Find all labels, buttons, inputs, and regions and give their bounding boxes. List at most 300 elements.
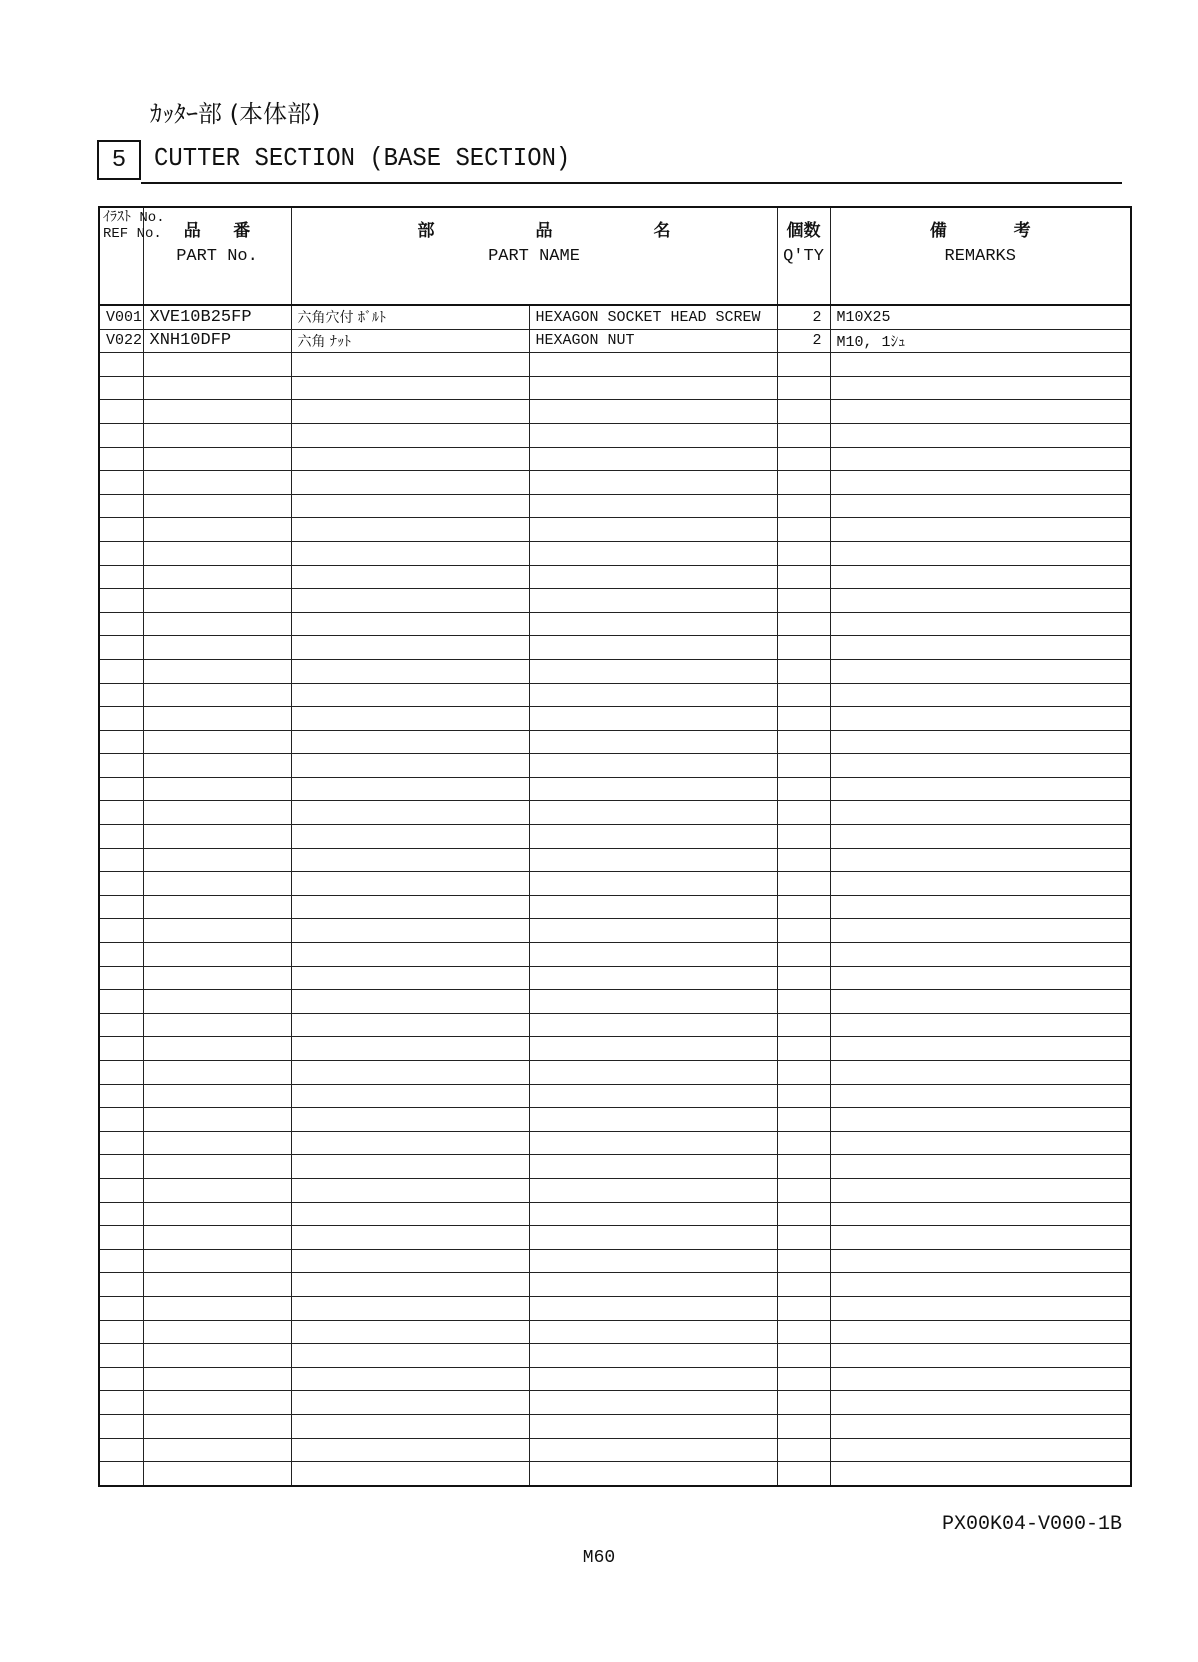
cell-remarks-empty bbox=[830, 1344, 1131, 1368]
cell-name-en-empty bbox=[529, 966, 777, 990]
cell-name-en-empty bbox=[529, 471, 777, 495]
cell-ref-empty bbox=[99, 612, 143, 636]
header-qty bbox=[777, 207, 830, 305]
empty-table-row bbox=[99, 659, 1131, 683]
cell-qty-empty bbox=[777, 612, 830, 636]
cell-name-jp-empty bbox=[291, 754, 529, 778]
cell-ref-empty bbox=[99, 518, 143, 542]
cell-name-jp-empty bbox=[291, 376, 529, 400]
empty-table-row bbox=[99, 1320, 1131, 1344]
cell-remarks-empty bbox=[830, 943, 1131, 967]
cell-remarks-empty bbox=[830, 1367, 1131, 1391]
header-ref bbox=[99, 207, 165, 305]
cell-remarks-empty bbox=[830, 1013, 1131, 1037]
cell-part-no-empty bbox=[143, 565, 291, 589]
cell-part-no-empty bbox=[143, 1013, 291, 1037]
cell-name-jp: 六角穴付 ﾎﾞﾙﾄ bbox=[291, 305, 529, 329]
cell-name-jp-empty bbox=[291, 636, 529, 660]
cell-ref-empty bbox=[99, 943, 143, 967]
cell-remarks-empty bbox=[830, 447, 1131, 471]
cell-part-no-empty bbox=[143, 1273, 291, 1297]
cell-part-no-empty bbox=[143, 518, 291, 542]
cell-remarks: M10, 1ｼｭ bbox=[830, 329, 1131, 353]
cell-part-no-empty bbox=[143, 683, 291, 707]
cell-name-jp-empty bbox=[291, 589, 529, 613]
cell-qty-empty bbox=[777, 848, 830, 872]
cell-name-jp-empty bbox=[291, 1391, 529, 1415]
cell-remarks-empty bbox=[830, 801, 1131, 825]
cell-qty-empty bbox=[777, 801, 830, 825]
cell-name-jp-empty bbox=[291, 447, 529, 471]
cell-remarks-empty bbox=[830, 494, 1131, 518]
page-number: M60 bbox=[582, 1548, 616, 1568]
empty-table-row bbox=[99, 1367, 1131, 1391]
cell-part-no-empty bbox=[143, 777, 291, 801]
cell-name-jp-empty bbox=[291, 825, 529, 849]
cell-name-jp-empty bbox=[291, 1226, 529, 1250]
cell-qty-empty bbox=[777, 1131, 830, 1155]
cell-name-jp-empty bbox=[291, 801, 529, 825]
cell-remarks-empty bbox=[830, 990, 1131, 1014]
cell-remarks-empty bbox=[830, 1462, 1131, 1486]
cell-name-jp-empty bbox=[291, 683, 529, 707]
cell-qty-empty bbox=[777, 1226, 830, 1250]
cell-ref-empty bbox=[99, 848, 143, 872]
cell-part-no-empty bbox=[143, 707, 291, 731]
cell-name-en-empty bbox=[529, 447, 777, 471]
empty-table-row bbox=[99, 589, 1131, 613]
cell-name-jp-empty bbox=[291, 1438, 529, 1462]
cell-name-jp-empty bbox=[291, 990, 529, 1014]
empty-table-row bbox=[99, 943, 1131, 967]
cell-remarks-empty bbox=[830, 683, 1131, 707]
cell-remarks-empty bbox=[830, 423, 1131, 447]
cell-name-jp-empty bbox=[291, 1061, 529, 1085]
cell-remarks-empty bbox=[830, 919, 1131, 943]
cell-name-en-empty bbox=[529, 494, 777, 518]
cell-name-jp-empty bbox=[291, 1155, 529, 1179]
cell-qty-empty bbox=[777, 825, 830, 849]
cell-name-jp-empty bbox=[291, 848, 529, 872]
cell-ref-empty bbox=[99, 990, 143, 1014]
cell-ref-empty bbox=[99, 1013, 143, 1037]
empty-table-row bbox=[99, 1462, 1131, 1486]
cell-ref-empty bbox=[99, 565, 143, 589]
empty-table-row bbox=[99, 1296, 1131, 1320]
cell-remarks-empty bbox=[830, 1202, 1131, 1226]
cell-ref-empty bbox=[99, 1273, 143, 1297]
cell-name-en-empty bbox=[529, 353, 777, 377]
cell-part-no-empty bbox=[143, 589, 291, 613]
cell-name-en-empty bbox=[529, 659, 777, 683]
cell-qty-empty bbox=[777, 1414, 830, 1438]
cell-part-no-empty bbox=[143, 730, 291, 754]
cell-name-jp-empty bbox=[291, 943, 529, 967]
cell-name-en-empty bbox=[529, 801, 777, 825]
cell-remarks-empty bbox=[830, 1108, 1131, 1132]
cell-ref: V001 bbox=[99, 305, 143, 329]
cell-ref-empty bbox=[99, 1344, 143, 1368]
cell-qty-empty bbox=[777, 659, 830, 683]
header-remarks-en: REMARKS bbox=[944, 247, 1016, 266]
empty-table-row bbox=[99, 494, 1131, 518]
cell-name-en-empty bbox=[529, 683, 777, 707]
cell-qty-empty bbox=[777, 1013, 830, 1037]
cell-name-jp-empty bbox=[291, 1273, 529, 1297]
cell-ref-empty bbox=[99, 400, 143, 424]
cell-ref-empty bbox=[99, 659, 143, 683]
cell-qty-empty bbox=[777, 400, 830, 424]
cell-ref-empty bbox=[99, 1155, 143, 1179]
empty-table-row bbox=[99, 754, 1131, 778]
cell-name-en-empty bbox=[529, 848, 777, 872]
cell-ref-empty bbox=[99, 1037, 143, 1061]
cell-ref: V022 bbox=[99, 329, 143, 353]
cell-name-jp-empty bbox=[291, 1296, 529, 1320]
cell-qty-empty bbox=[777, 919, 830, 943]
cell-part-no-empty bbox=[143, 825, 291, 849]
cell-name-jp-empty bbox=[291, 1131, 529, 1155]
cell-remarks-empty bbox=[830, 353, 1131, 377]
cell-remarks-empty bbox=[830, 1414, 1131, 1438]
table-header-row bbox=[99, 207, 1131, 305]
cell-part-no-empty bbox=[143, 1226, 291, 1250]
cell-qty-empty bbox=[777, 589, 830, 613]
cell-qty-empty bbox=[777, 872, 830, 896]
header-qty-en: Q'TY bbox=[783, 247, 824, 266]
cell-ref-empty bbox=[99, 1438, 143, 1462]
cell-name-en-empty bbox=[529, 518, 777, 542]
cell-qty-empty bbox=[777, 1178, 830, 1202]
cell-name-jp-empty bbox=[291, 1344, 529, 1368]
cell-name-jp-empty bbox=[291, 471, 529, 495]
cell-ref-empty bbox=[99, 1391, 143, 1415]
cell-name-en-empty bbox=[529, 1202, 777, 1226]
cell-ref-empty bbox=[99, 1061, 143, 1085]
header-part-no-en: PART No. bbox=[176, 247, 258, 266]
cell-ref-empty bbox=[99, 447, 143, 471]
cell-name-jp-empty bbox=[291, 1202, 529, 1226]
cell-name-en-empty bbox=[529, 1367, 777, 1391]
cell-part-no-empty bbox=[143, 541, 291, 565]
cell-ref-empty bbox=[99, 730, 143, 754]
header-part-no-jp bbox=[150, 216, 285, 241]
empty-table-row bbox=[99, 400, 1131, 424]
cell-name-jp-empty bbox=[291, 895, 529, 919]
empty-table-row bbox=[99, 612, 1131, 636]
cell-remarks-empty bbox=[830, 1061, 1131, 1085]
cell-part-no-empty bbox=[143, 1391, 291, 1415]
cell-remarks-empty bbox=[830, 966, 1131, 990]
header-part-name bbox=[291, 207, 777, 305]
cell-name-en-empty bbox=[529, 1344, 777, 1368]
cell-name-en-empty bbox=[529, 1037, 777, 1061]
cell-qty-empty bbox=[777, 777, 830, 801]
cell-ref-empty bbox=[99, 1367, 143, 1391]
cell-name-en-empty bbox=[529, 1108, 777, 1132]
empty-table-row bbox=[99, 990, 1131, 1014]
header-remarks-jp-1: 備 bbox=[929, 221, 947, 241]
cell-qty-empty bbox=[777, 1037, 830, 1061]
empty-table-row bbox=[99, 1226, 1131, 1250]
cell-name-en-empty bbox=[529, 730, 777, 754]
cell-name-en-empty bbox=[529, 919, 777, 943]
parts-table bbox=[98, 206, 1132, 1487]
header-remarks-jp bbox=[837, 216, 1125, 241]
cell-name-en-empty bbox=[529, 1131, 777, 1155]
empty-table-row bbox=[99, 1108, 1131, 1132]
cell-part-no-empty bbox=[143, 1438, 291, 1462]
cell-ref-empty bbox=[99, 1202, 143, 1226]
table-row bbox=[99, 305, 1131, 329]
cell-remarks-empty bbox=[830, 707, 1131, 731]
cell-part-no-empty bbox=[143, 423, 291, 447]
cell-name-jp-empty bbox=[291, 612, 529, 636]
cell-ref-empty bbox=[99, 801, 143, 825]
cell-remarks-empty bbox=[830, 895, 1131, 919]
cell-remarks-empty bbox=[830, 848, 1131, 872]
cell-ref-empty bbox=[99, 494, 143, 518]
cell-part-no-empty bbox=[143, 1320, 291, 1344]
header-ref-en: REF No. bbox=[103, 226, 162, 242]
cell-remarks-empty bbox=[830, 754, 1131, 778]
cell-qty-empty bbox=[777, 1462, 830, 1486]
empty-table-row bbox=[99, 1131, 1131, 1155]
empty-table-row bbox=[99, 848, 1131, 872]
cell-ref-empty bbox=[99, 1414, 143, 1438]
empty-table-row bbox=[99, 353, 1131, 377]
cell-name-en-empty bbox=[529, 777, 777, 801]
cell-name-jp-empty bbox=[291, 1320, 529, 1344]
cell-name-en-empty bbox=[529, 1178, 777, 1202]
cell-name-en-empty bbox=[529, 825, 777, 849]
cell-ref-empty bbox=[99, 754, 143, 778]
cell-remarks-empty bbox=[830, 659, 1131, 683]
cell-qty-empty bbox=[777, 895, 830, 919]
cell-qty-empty bbox=[777, 353, 830, 377]
title-english: CUTTER SECTION (BASE SECTION) bbox=[154, 143, 571, 173]
cell-name-en-empty bbox=[529, 1061, 777, 1085]
cell-qty-empty bbox=[777, 541, 830, 565]
cell-name-jp-empty bbox=[291, 565, 529, 589]
empty-table-row bbox=[99, 1202, 1131, 1226]
cell-name-en-empty bbox=[529, 1084, 777, 1108]
cell-remarks-empty bbox=[830, 636, 1131, 660]
empty-table-row bbox=[99, 919, 1131, 943]
cell-qty-empty bbox=[777, 1108, 830, 1132]
cell-remarks-empty bbox=[830, 612, 1131, 636]
empty-table-row bbox=[99, 541, 1131, 565]
cell-remarks-empty bbox=[830, 400, 1131, 424]
header-part-no bbox=[143, 207, 291, 305]
cell-remarks-empty bbox=[830, 730, 1131, 754]
cell-name-en-empty bbox=[529, 1296, 777, 1320]
cell-ref-empty bbox=[99, 353, 143, 377]
table-row bbox=[99, 329, 1131, 353]
cell-remarks-empty bbox=[830, 1037, 1131, 1061]
cell-qty-empty bbox=[777, 990, 830, 1014]
cell-name-en-empty bbox=[529, 1320, 777, 1344]
empty-table-row bbox=[99, 730, 1131, 754]
cell-remarks-empty bbox=[830, 518, 1131, 542]
cell-qty-empty bbox=[777, 1320, 830, 1344]
cell-ref-empty bbox=[99, 1226, 143, 1250]
cell-remarks-empty bbox=[830, 1178, 1131, 1202]
cell-ref-empty bbox=[99, 895, 143, 919]
empty-table-row bbox=[99, 777, 1131, 801]
header-ref-jp: ｲﾗｽﾄ No. bbox=[103, 210, 165, 226]
cell-name-en-empty bbox=[529, 707, 777, 731]
cell-name-en-empty bbox=[529, 376, 777, 400]
cell-name-jp-empty bbox=[291, 1013, 529, 1037]
cell-ref-empty bbox=[99, 1108, 143, 1132]
cell-qty-empty bbox=[777, 518, 830, 542]
cell-remarks-empty bbox=[830, 825, 1131, 849]
cell-remarks-empty bbox=[830, 471, 1131, 495]
cell-remarks-empty bbox=[830, 1273, 1131, 1297]
section-number-box: 5 bbox=[97, 140, 141, 180]
cell-name-jp-empty bbox=[291, 1178, 529, 1202]
cell-remarks-empty bbox=[830, 565, 1131, 589]
cell-ref-empty bbox=[99, 541, 143, 565]
cell-part-no: XVE10B25FP bbox=[143, 305, 291, 329]
empty-table-row bbox=[99, 1155, 1131, 1179]
cell-name-en-empty bbox=[529, 1391, 777, 1415]
empty-table-row bbox=[99, 1084, 1131, 1108]
cell-ref-empty bbox=[99, 919, 143, 943]
cell-name-en-empty bbox=[529, 754, 777, 778]
empty-table-row bbox=[99, 966, 1131, 990]
empty-table-row bbox=[99, 1037, 1131, 1061]
cell-name-en-empty bbox=[529, 1438, 777, 1462]
cell-name-jp-empty bbox=[291, 1084, 529, 1108]
cell-part-no-empty bbox=[143, 1202, 291, 1226]
cell-name-jp-empty bbox=[291, 541, 529, 565]
cell-qty-empty bbox=[777, 376, 830, 400]
empty-table-row bbox=[99, 1061, 1131, 1085]
empty-table-row bbox=[99, 636, 1131, 660]
cell-ref-empty bbox=[99, 471, 143, 495]
cell-name-jp-empty bbox=[291, 872, 529, 896]
header-part-name-jp-3: 名 bbox=[653, 221, 671, 241]
cell-qty-empty bbox=[777, 966, 830, 990]
cell-name-jp-empty bbox=[291, 1037, 529, 1061]
cell-name-en-empty bbox=[529, 1155, 777, 1179]
cell-name-jp-empty bbox=[291, 400, 529, 424]
cell-name-en-empty bbox=[529, 612, 777, 636]
cell-name-jp-empty bbox=[291, 494, 529, 518]
cell-qty-empty bbox=[777, 1438, 830, 1462]
cell-name-en-empty bbox=[529, 1273, 777, 1297]
cell-name-jp-empty bbox=[291, 1367, 529, 1391]
cell-name-en-empty bbox=[529, 1414, 777, 1438]
cell-ref-empty bbox=[99, 825, 143, 849]
cell-name-jp-empty bbox=[291, 730, 529, 754]
cell-qty-empty bbox=[777, 423, 830, 447]
cell-ref-empty bbox=[99, 777, 143, 801]
cell-name-jp-empty bbox=[291, 518, 529, 542]
empty-table-row bbox=[99, 1438, 1131, 1462]
cell-name-en-empty bbox=[529, 541, 777, 565]
header-part-name-jp bbox=[298, 216, 771, 241]
cell-name-jp-empty bbox=[291, 1108, 529, 1132]
cell-name-en: HEXAGON SOCKET HEAD SCREW bbox=[529, 305, 777, 329]
cell-name-jp-empty bbox=[291, 1414, 529, 1438]
cell-part-no-empty bbox=[143, 1037, 291, 1061]
cell-remarks-empty bbox=[830, 1131, 1131, 1155]
cell-qty-empty bbox=[777, 730, 830, 754]
cell-remarks-empty bbox=[830, 541, 1131, 565]
cell-name-en-empty bbox=[529, 565, 777, 589]
cell-part-no-empty bbox=[143, 966, 291, 990]
cell-qty-empty bbox=[777, 1391, 830, 1415]
empty-table-row bbox=[99, 1249, 1131, 1273]
cell-name-jp-empty bbox=[291, 659, 529, 683]
header-remarks bbox=[830, 207, 1131, 305]
cell-part-no-empty bbox=[143, 1084, 291, 1108]
empty-table-row bbox=[99, 1344, 1131, 1368]
cell-qty-empty bbox=[777, 471, 830, 495]
cell-qty-empty bbox=[777, 494, 830, 518]
cell-ref-empty bbox=[99, 1320, 143, 1344]
cell-qty-empty bbox=[777, 1155, 830, 1179]
empty-table-row bbox=[99, 376, 1131, 400]
cell-name-en-empty bbox=[529, 1226, 777, 1250]
header-qty-jp: 個数 bbox=[786, 221, 821, 241]
cell-part-no-empty bbox=[143, 1061, 291, 1085]
cell-part-no-empty bbox=[143, 471, 291, 495]
cell-part-no-empty bbox=[143, 1155, 291, 1179]
cell-remarks-empty bbox=[830, 1438, 1131, 1462]
cell-ref-empty bbox=[99, 1296, 143, 1320]
cell-qty-empty bbox=[777, 1367, 830, 1391]
cell-part-no-empty bbox=[143, 919, 291, 943]
cell-part-no-empty bbox=[143, 1296, 291, 1320]
cell-part-no-empty bbox=[143, 1249, 291, 1273]
cell-qty-empty bbox=[777, 1344, 830, 1368]
header-part-no-jp-1: 品 bbox=[183, 221, 201, 241]
cell-ref-empty bbox=[99, 683, 143, 707]
cell-name-en-empty bbox=[529, 1013, 777, 1037]
cell-part-no-empty bbox=[143, 895, 291, 919]
empty-table-row bbox=[99, 1178, 1131, 1202]
cell-ref-empty bbox=[99, 636, 143, 660]
empty-table-row bbox=[99, 872, 1131, 896]
cell-qty-empty bbox=[777, 565, 830, 589]
title-underline bbox=[141, 182, 1122, 184]
cell-ref-empty bbox=[99, 872, 143, 896]
header-part-name-jp-2: 品 bbox=[535, 221, 553, 241]
parts-table-body bbox=[99, 305, 1131, 1486]
cell-part-no-empty bbox=[143, 872, 291, 896]
cell-ref-empty bbox=[99, 966, 143, 990]
cell-part-no-empty bbox=[143, 1462, 291, 1486]
cell-name-en-empty bbox=[529, 636, 777, 660]
cell-remarks-empty bbox=[830, 1249, 1131, 1273]
cell-ref-empty bbox=[99, 376, 143, 400]
cell-part-no-empty bbox=[143, 636, 291, 660]
cell-qty-empty bbox=[777, 1061, 830, 1085]
cell-name-en-empty bbox=[529, 423, 777, 447]
cell-qty: 2 bbox=[777, 329, 830, 353]
empty-table-row bbox=[99, 518, 1131, 542]
empty-table-row bbox=[99, 825, 1131, 849]
cell-remarks-empty bbox=[830, 1320, 1131, 1344]
cell-name-jp-empty bbox=[291, 707, 529, 731]
cell-name-en-empty bbox=[529, 1249, 777, 1273]
cell-part-no-empty bbox=[143, 376, 291, 400]
cell-part-no-empty bbox=[143, 754, 291, 778]
